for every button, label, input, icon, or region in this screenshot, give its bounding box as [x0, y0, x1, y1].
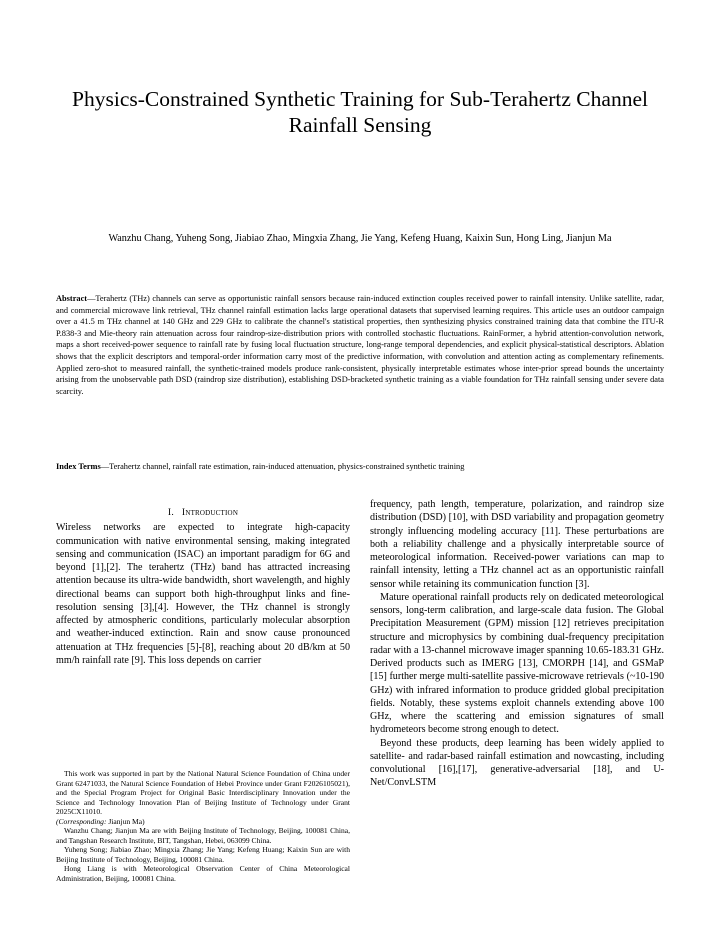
- author-list: Wanzhu Chang, Yuheng Song, Jiabiao Zhao, Mingxia Zhang, Jie Yang, Kefeng Huang, Kaixin Sun, Hong Ling, Jianjun Ma: [108, 233, 612, 244]
- footnote-affiliation-2: Yuheng Song; Jiabiao Zhao; Mingxia Zhang; Jie Yang; Kefeng Huang; Kaixin Sun are with Beijing Institute of Technology, Beijing, 100081 China.: [56, 845, 350, 864]
- footnote-funding: [56, 769, 350, 826]
- section-heading-introduction: [56, 506, 350, 519]
- intro-paragraph-4: Beyond these products, deep learning has been widely applied to satellite- and radar-based rainfall estimation and nowcasting, including convolutional [16],[17], generative-adversarial [18], and U-Net/ConvLSTM: [370, 737, 664, 789]
- index-terms-text: Terahertz channel, rainfall rate estimation, rain-induced attenuation, physics-constrained synthetic training: [109, 462, 465, 471]
- abstract-label: Abstract: [56, 294, 88, 303]
- footnote-corresponding-label: (Corresponding:: [56, 816, 107, 826]
- paper-title: Physics-Constrained Synthetic Training for Sub-Terahertz Channel Rainfall Sensing: [72, 87, 648, 137]
- intro-paragraph-3: Mature operational rainfall products rely on dedicated meteorological sensors, long-term calibration, and large-scale data fusion. The Global Precipitation Measurement (GPM) mission [12] retrieves precipitation structure and microphysics by combining dual-frequency precipitation radar with a 13-channel microwave imager spanning 10.65-183.31 GHz. Derived products such as IMERG [13], CMORPH [14], and GSMaP [15] further merge multi-satellite passive-microwave retrievals (~10-190 GHz) with infrared information to produce gridded global precipitation fields. Notably, these systems exploit channels extending above 100 GHz, where the scattering and emission signatures of small hydrometeors become strong enough to detect.: [370, 591, 664, 736]
- footnotes: [56, 769, 350, 883]
- index-terms-label: Index Terms: [56, 462, 101, 471]
- footnote-corresponding-name: Jianjun Ma): [106, 816, 145, 826]
- right-column: [370, 498, 664, 790]
- abstract: [56, 293, 664, 397]
- intro-paragraph-1: Wireless networks are expected to integrate high-capacity communication with native environmental sensing, making integrated sensing and communication (ISAC) an important paradigm for 6G and beyond [1],[2]. The terahertz (THz) band has attracted increasing attention because its ultra-wide bandwidth, short wavelength, and highly directional beams can support both high-throughput links and fine-resolution sensing [3],[4]. However, the THz channel is strongly affected by atmospheric conditions, particularly molecular absorption and weather-induced extinction. Rain and snow cause pronounced attenuation at THz frequencies [5]-[8], reaching about 20 dB/km at 50 mm/h rainfall rate [9]. This loss depends on carrier: [56, 522, 350, 666]
- abstract-text: Terahertz (THz) channels can serve as opportunistic rainfall sensors because rain-induced extinction couples received power to rainfall intensity. Unlike satellite, radar, and commercial microwave link retrieval, THz channel rainfall estimation lacks large operational datasets that supervised learning requires. This article uses an outdoor campaign over a 41.5 m THz channel at 140 GHz and 229 GHz to calibrate the channel's statistical properties, then synthesizing physics constrained training data that combine the ITU-R P.838-3 and Mie-theory rain attenuation across four raindrop-size-distribution priors with controlled stochastic fluctuations. RainFormer, a hybrid attention-convolution network, maps a short received-power sequence to rainfall rate by fusing local fluctuation structure, long-range temporal dependencies, and explicit physical-statistical descriptors. Ablation shows that the explicit descriptors and temporal-order information carry most of the predictive information, with convolution and attention acting as complementary refinements. Applied zero-shot to measured rainfall, the synthetic-trained models produce rank-consistent, physically interpretable estimates whose inter-prior spread bounds the uncertainty arising from the unobservable path DSD (raindrop size distribution), establishing DSD-bracketed synthetic training as a viable foundation for THz rainfall sensing under severe data scarcity.: [56, 294, 664, 396]
- index-terms-dash: —: [100, 462, 110, 471]
- footnote-affiliation-3: Hong Liang is with Meteorological Observation Center of China Meteorological Administration, Beijing, 100081 China.: [56, 864, 350, 883]
- section-title: Introduction: [181, 507, 239, 518]
- footnote-funding-text: This work was supported in part by the National Natural Science Foundation of China under Grant 62471033, the Natural Science Foundation of Hebei Province under Grant F2026105021), and the Special Program Project for Original Basic Interdisciplinary Innovation under the Science and Technology Innovation Plan of Beijing Institute of Technology under Grant 2025CX11010.: [56, 769, 350, 816]
- section-numeral: I.: [167, 507, 174, 518]
- intro-paragraph-2: frequency, path length, temperature, polarization, and raindrop size distribution (DSD) [10], with DSD variability and propagation geometry strongly influencing modeling accuracy [11]. These perturbations are both a reliability challenge and a physically interpretable source of meteorological information. Received-power variations can map to rainfall intensity, letting a THz channel act as an opportunistic rainfall sensor while retaining its communication function [3].: [370, 499, 664, 590]
- abstract-dash: —: [87, 294, 96, 303]
- footnote-affiliation-1: Wanzhu Chang; Jianjun Ma are with Beijing Institute of Technology, Beijing, 100081 China, and Tangshan Research Institute, BIT, Tangshan, Hebei, 063099 China.: [56, 826, 350, 845]
- index-terms: [56, 461, 664, 473]
- left-column: [56, 498, 350, 667]
